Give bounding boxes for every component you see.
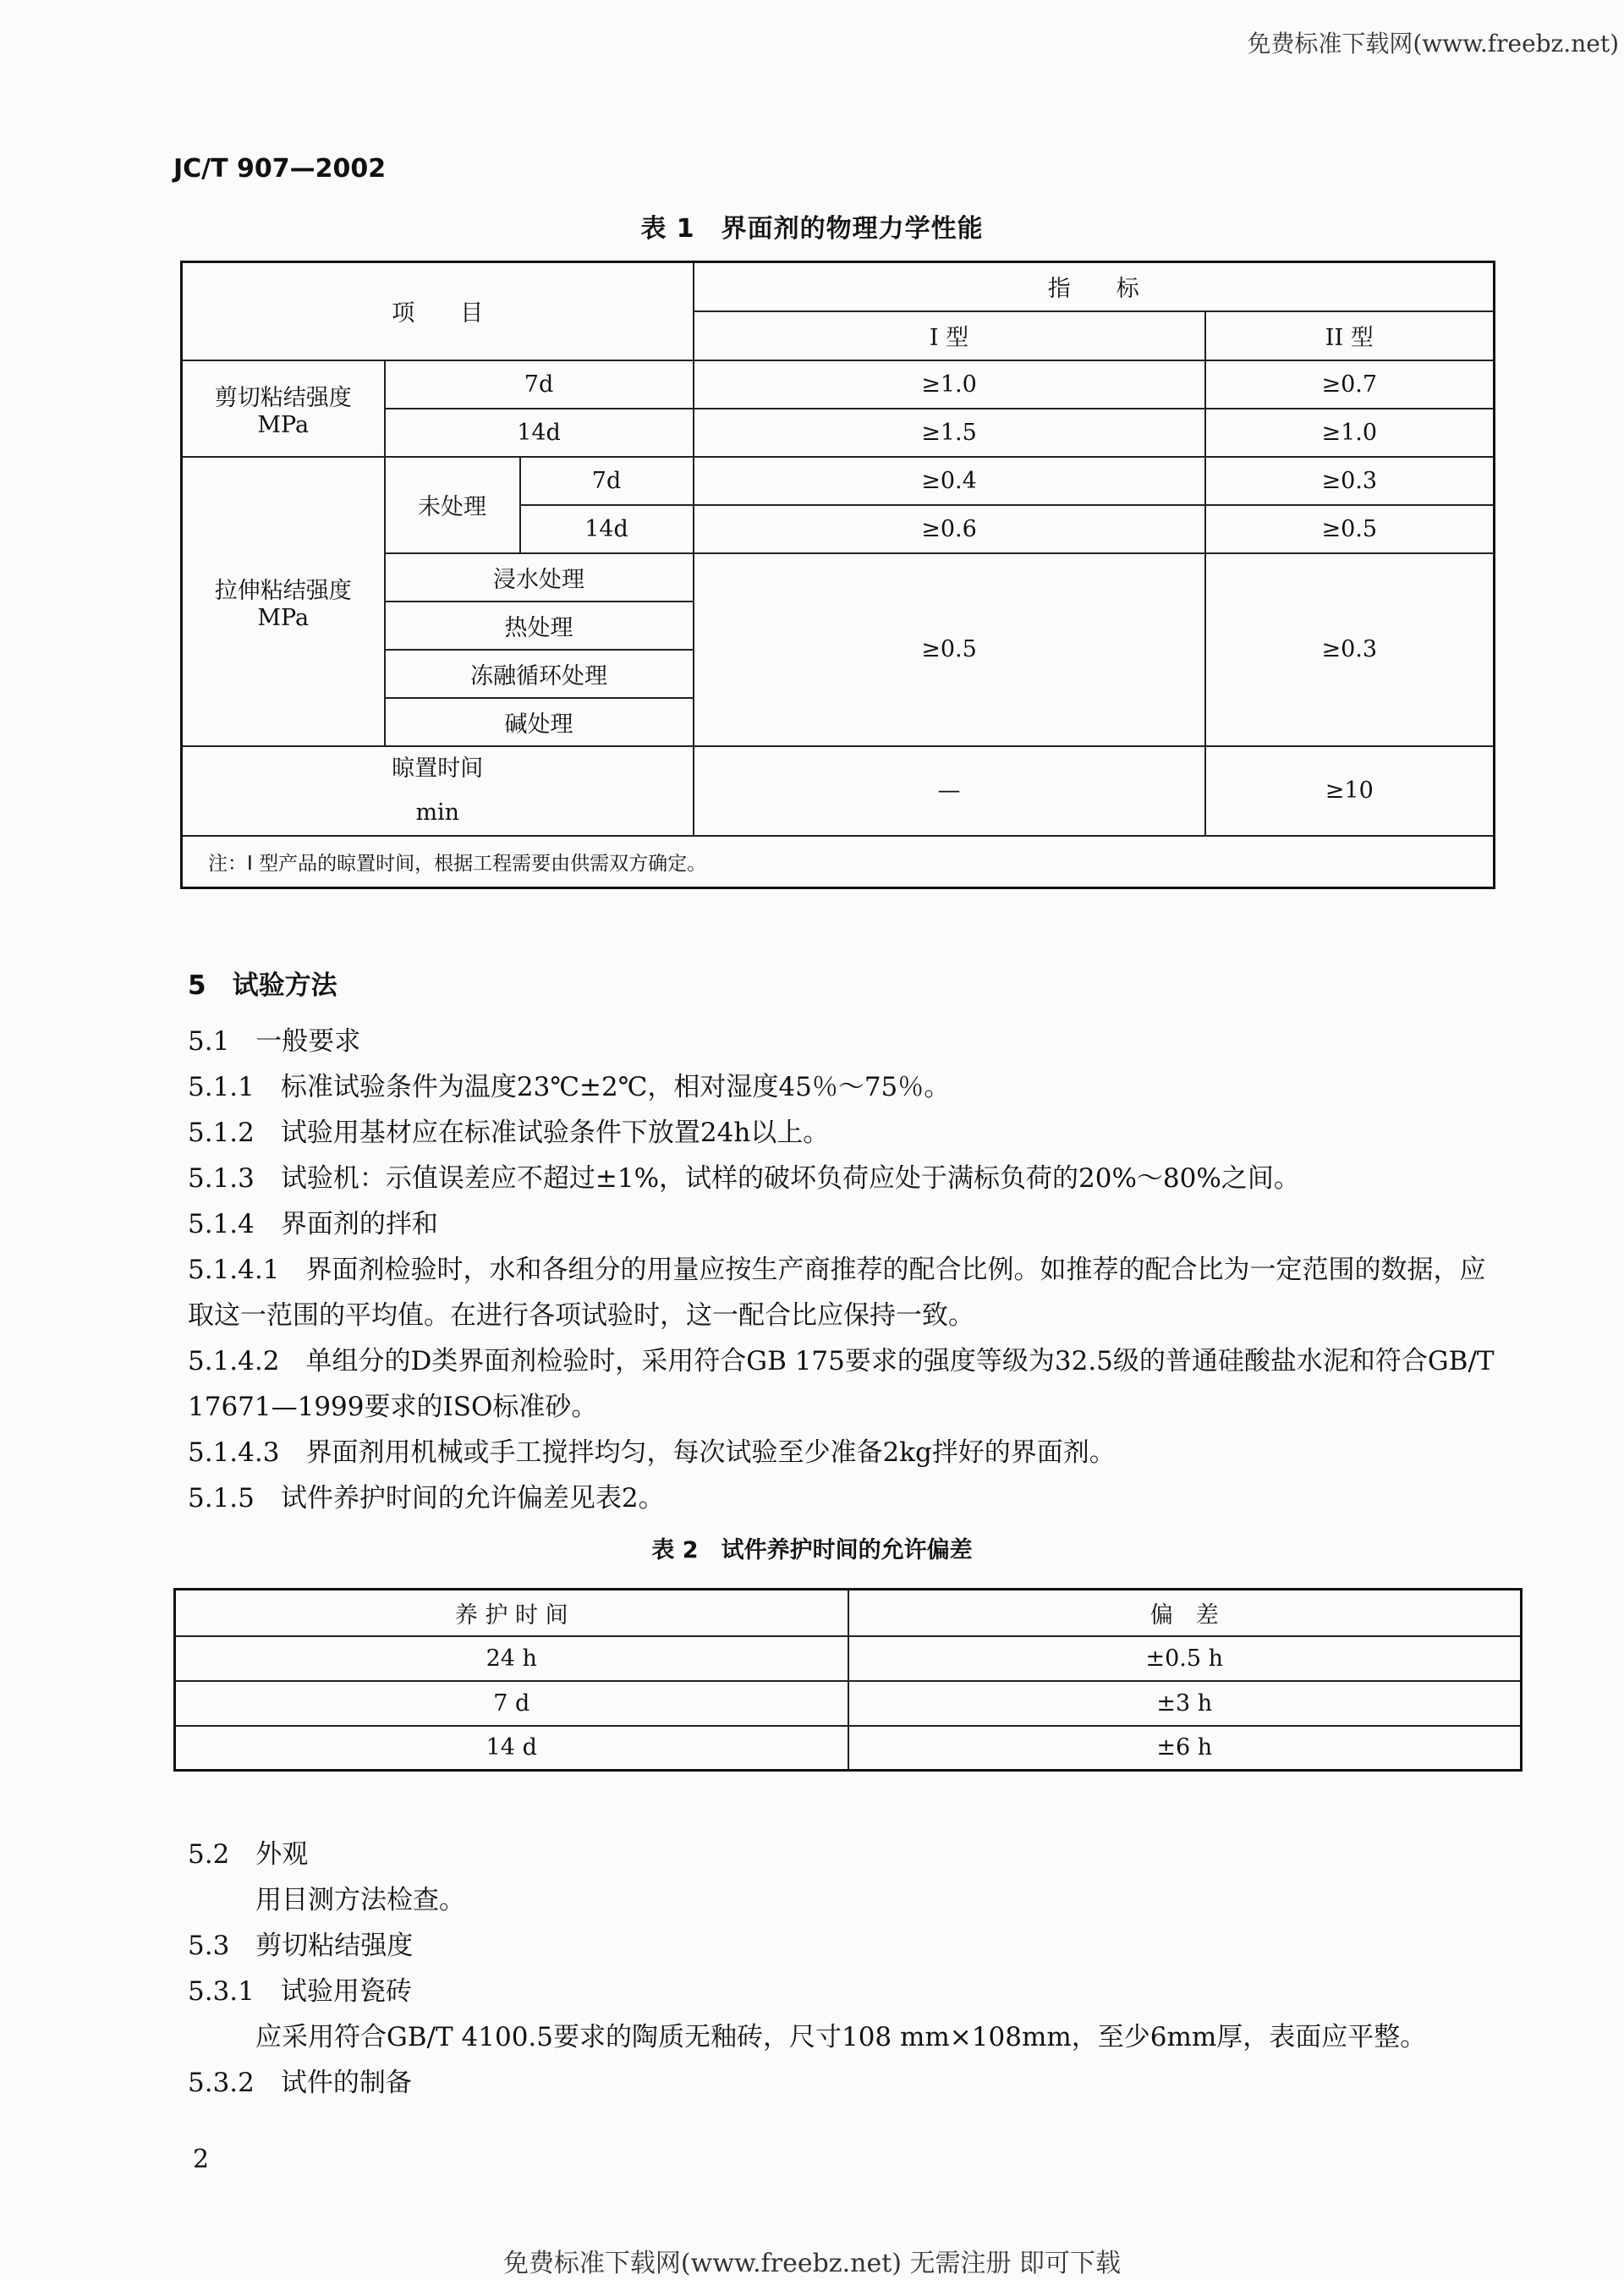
standard-code: JC/T 907—2002	[173, 154, 387, 184]
cell: 14 d	[175, 1726, 848, 1771]
cell: ≥0.7	[1205, 360, 1495, 409]
para: 5.1.5 试件养护时间的允许偏差见表2。	[188, 1483, 665, 1514]
shear-14d: 14d	[385, 409, 694, 457]
para: 5.1.4.1 界面剂检验时，水和各组分的用量应按生产商推荐的配合比例。如推荐的配合比为一定范围的数据，应取这一范围的平均值。在进行各项试验时，这一配合比应保持一致。	[188, 1255, 1486, 1331]
cell: 24 h	[175, 1636, 848, 1681]
cell: ±6 h	[848, 1726, 1522, 1771]
watermark-bottom: 免费标准下载网(www.freebz.net) 无需注册 即可下载	[502, 2249, 1122, 2278]
header-item: 项 目	[182, 262, 694, 360]
alkali-treatment: 碱处理	[385, 698, 694, 746]
para: 5.1.3 试验机：示值误差应不超过±1%，试样的破坏负荷应处于满标负荷的20%～80%之间。	[188, 1163, 1300, 1194]
table1-physical-properties	[180, 261, 1495, 889]
watermark-top: 免费标准下载网(www.freebz.net)	[1247, 30, 1619, 58]
untreated-14d: 14d	[520, 505, 694, 553]
heat-treatment: 热处理	[385, 602, 694, 650]
header-type1: I 型	[694, 311, 1205, 360]
cell: 7 d	[175, 1681, 848, 1726]
para: 5.3.2 试件的制备	[188, 2068, 412, 2098]
para: 5.2 外观	[188, 1839, 309, 1870]
para: 5.1.2 试验用基材应在标准试验条件下放置24h以上。	[188, 1118, 830, 1148]
table2-curing-deviation	[173, 1588, 1522, 1772]
airing-time-label: 晾置时间 min	[182, 746, 694, 836]
para: 5.1.4.2 单组分的D类界面剂检验时，采用符合GB 175要求的强度等级为32.5级的普通硅酸盐水泥和符合GB/T 17671—1999要求的ISO标准砂。	[188, 1346, 1495, 1422]
cell: ≥0.6	[694, 505, 1205, 553]
para: 5.1 一般要求	[188, 1026, 361, 1057]
cell: —	[694, 746, 1205, 836]
untreated-label: 未处理	[385, 457, 520, 553]
section-5	[188, 963, 1507, 1521]
page-number: 2	[193, 2145, 210, 2174]
para: 应采用符合GB/T 4100.5要求的陶质无釉砖，尺寸108 mm×108mm，至少6mm厚，表面应平整。	[255, 2022, 1427, 2052]
cell: ±3 h	[848, 1681, 1522, 1726]
cell: ≥0.3	[1205, 457, 1495, 505]
para: 5.1.4.3 界面剂用机械或手工搅拌均匀，每次试验至少准备2kg拌好的界面剂。	[188, 1437, 1116, 1468]
cell: ≥0.5	[694, 553, 1205, 746]
section-title: 5 试验方法	[188, 970, 337, 1001]
para: 用目测方法检查。	[255, 1885, 465, 1915]
header-curing-time: 养 护 时 间	[175, 1590, 848, 1636]
para: 5.1.4 界面剂的拌和	[188, 1209, 438, 1239]
tensile-strength-label: 拉伸粘结强度 MPa	[182, 457, 385, 746]
table1-caption: 表 1 界面剂的物理力学性能	[640, 214, 984, 244]
cell: ≥1.0	[1205, 409, 1495, 457]
shear-strength-label: 剪切粘结强度 MPa	[182, 360, 385, 457]
cell: ≥1.5	[694, 409, 1205, 457]
header-deviation: 偏 差	[848, 1590, 1522, 1636]
para: 5.3.1 试验用瓷砖	[188, 1976, 412, 2007]
shear-7d: 7d	[385, 360, 694, 409]
cell: ≥10	[1205, 746, 1495, 836]
freeze-thaw-treatment: 冻融循环处理	[385, 650, 694, 698]
cell: ≥0.3	[1205, 553, 1495, 746]
header-index: 指 标	[694, 262, 1495, 311]
table2-caption: 表 2 试件养护时间的允许偏差	[651, 1537, 973, 1563]
untreated-7d: 7d	[520, 457, 694, 505]
para: 5.3 剪切粘结强度	[188, 1931, 414, 1961]
header-type2: II 型	[1205, 311, 1495, 360]
cell: ≥0.4	[694, 457, 1205, 505]
section-5-2	[188, 1832, 1507, 2106]
para: 5.1.1 标准试验条件为温度23℃±2℃，相对湿度45％～75％。	[188, 1072, 951, 1102]
water-treatment: 浸水处理	[385, 553, 694, 602]
table1-note: 注：I 型产品的晾置时间，根据工程需要由供需双方确定。	[182, 836, 1495, 888]
cell: ≥0.5	[1205, 505, 1495, 553]
cell: ≥1.0	[694, 360, 1205, 409]
cell: ±0.5 h	[848, 1636, 1522, 1681]
